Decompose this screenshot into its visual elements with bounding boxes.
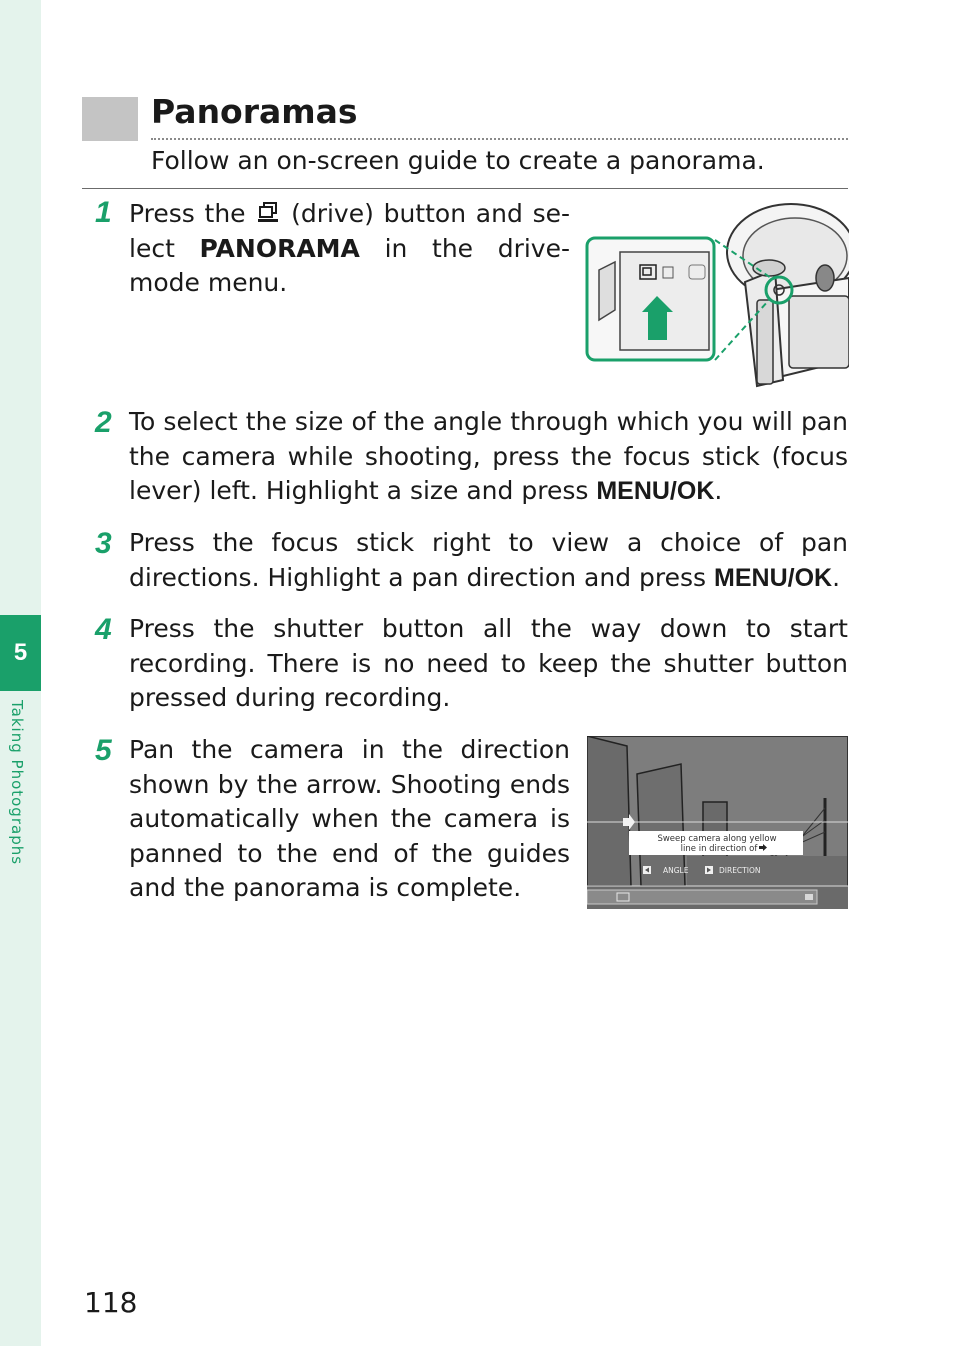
step-number-4: 4 [95,613,112,646]
step-text-2 [129,405,848,509]
chapter-tab [0,615,41,691]
direction-label: DIRECTION [719,866,761,875]
step-1-text-c: in the drive-mode menu. [129,233,570,297]
drive-button-icon [255,202,281,224]
panorama-end-icon [805,894,813,900]
menu-ok-keyword: MENU/OK [596,477,715,505]
camera-drive-button-illustration [585,200,849,390]
step-2-text-c: . [714,476,723,505]
step-2-text-a: To select the size of the angle through which you will pan the camera while shooting, press the focus stick (focus lever) left. Highlight a size and press [129,407,848,505]
camera-body-illustration [727,204,849,386]
angle-label: ANGLE [663,866,689,875]
drive-button-closeup [587,238,714,360]
guide-text-line2: line in direction of [680,844,758,854]
panorama-progress-bar [587,890,817,904]
page-subtitle: Follow an on-screen guide to create a panorama. [151,146,765,175]
step-number-3: 3 [95,527,112,560]
step-text-1 [129,197,570,301]
step-text-3 [129,526,848,595]
step-3-text-c: . [832,562,841,592]
chapter-number: 5 [13,639,28,666]
page-title: Panoramas [151,92,358,131]
chapter-label: Taking Photographs [8,700,26,866]
header-rule [82,188,848,189]
step-text-4: Press the shutter button all the way down to start recording. There is no need to keep the shutter button pressed during recording. [129,614,848,712]
step-1-text-b: (drive) button and se-lect [129,199,570,263]
step-number-5: 5 [95,734,112,767]
title-box [82,97,138,141]
step-text-5: Pan the camera in the direction shown by the arrow. Shooting ends automatically when the camera is panned to the end of the guides and the panorama is complete. [129,735,570,902]
panorama-keyword: PANORAMA [199,233,360,263]
step-number-2: 2 [95,406,112,439]
step-3-text-a: Press the focus stick right to view a choice of pan directions. Highlight a pan direction and press [129,528,848,592]
menu-ok-keyword: MENU/OK [714,563,833,592]
title-dotted-rule [151,138,848,140]
step-1-text-a: Press the [129,199,246,228]
page-number: 118 [84,1286,138,1319]
step-number-1: 1 [95,196,112,229]
panorama-screen-illustration [587,736,848,909]
guide-text-line1: Sweep camera along yellow [657,834,777,844]
